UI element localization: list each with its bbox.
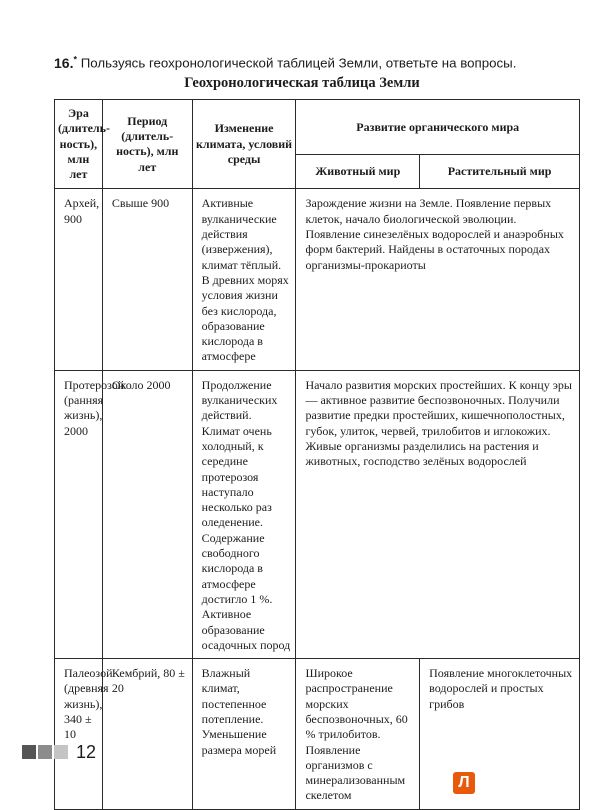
task-number: 16.* <box>54 54 77 71</box>
table-row <box>55 189 580 370</box>
footer-square-light <box>54 745 68 759</box>
header-period: Период (длитель-ность), млн лет <box>102 100 192 189</box>
cell-climate: Продолжение вулканических действий. Климат очень холодный, к середине протерозоя наступало несколько раз оледенение. Содержание свободного кислорода в атмосфере достигло 1 %. Активное образование осадочных пород <box>192 370 296 658</box>
publisher-logo-icon: Л <box>453 772 475 794</box>
cell-climate: Влажный климат, постепенное потепление. Уменьшение размера морей <box>192 659 296 810</box>
table-row <box>55 659 580 810</box>
footer-square-mid <box>38 745 52 759</box>
geochronological-table <box>54 99 580 810</box>
header-era: Эра (длитель-ность), млн лет <box>55 100 103 189</box>
footer-square-dark <box>22 745 36 759</box>
cell-era: Протерозой (ранняя жизнь), 2000 <box>55 370 103 658</box>
cell-period: Около 2000 <box>102 370 192 658</box>
page-footer <box>22 741 96 763</box>
cell-climate: Активные вулканические действия (извержения), климат тёплый. В древних морях условия жизни без кислорода, образование кислорода в атмосфере <box>192 189 296 370</box>
page-number: 12 <box>76 742 97 762</box>
task-text: Пользуясь геохронологической таблицей Земли, ответьте на вопросы. <box>80 55 517 71</box>
cell-era: Палеозой (древняя жизнь), 340 ± 10 <box>55 659 103 810</box>
task-heading <box>54 50 574 73</box>
cell-organic-world: Начало развития морских простейших. К концу эры — активное развитие беспозвоночных. Получили развитие предки простейших, кишечнополостных, губок, улиток, червей, трилобитов и иглокожих. Живые организмы разделились на растения и животных, господство зелёных водорослей <box>296 370 580 658</box>
header-plant-world: Растительный мир <box>420 155 580 189</box>
cell-period: Кембрий, 80 ± 20 <box>102 659 192 810</box>
cell-organic-world: Зарождение жизни на Земле. Появление первых клеток, начало биологической эволюции. Появление синезелёных водорослей и анаэробных форм бактерий. Найдены в остаточных породах организмы-прокариоты <box>296 189 580 370</box>
header-climate: Изменение климата, условий среды <box>192 100 296 189</box>
cell-period: Свыше 900 <box>102 189 192 370</box>
table-row <box>55 370 580 658</box>
cell-animal-world: Широкое распространение морских беспозвоночных, 60 % трилобитов. Появление организмов с минерализованным скелетом <box>296 659 420 810</box>
table-title: Геохронологическая таблица Земли <box>184 75 420 91</box>
header-organic-world: Развитие органического мира <box>296 100 580 155</box>
header-animal-world: Животный мир <box>296 155 420 189</box>
cell-era: Архей, 900 <box>55 189 103 370</box>
cell-plant-world: Появление многоклеточных водорослей и простых грибов <box>420 659 580 810</box>
